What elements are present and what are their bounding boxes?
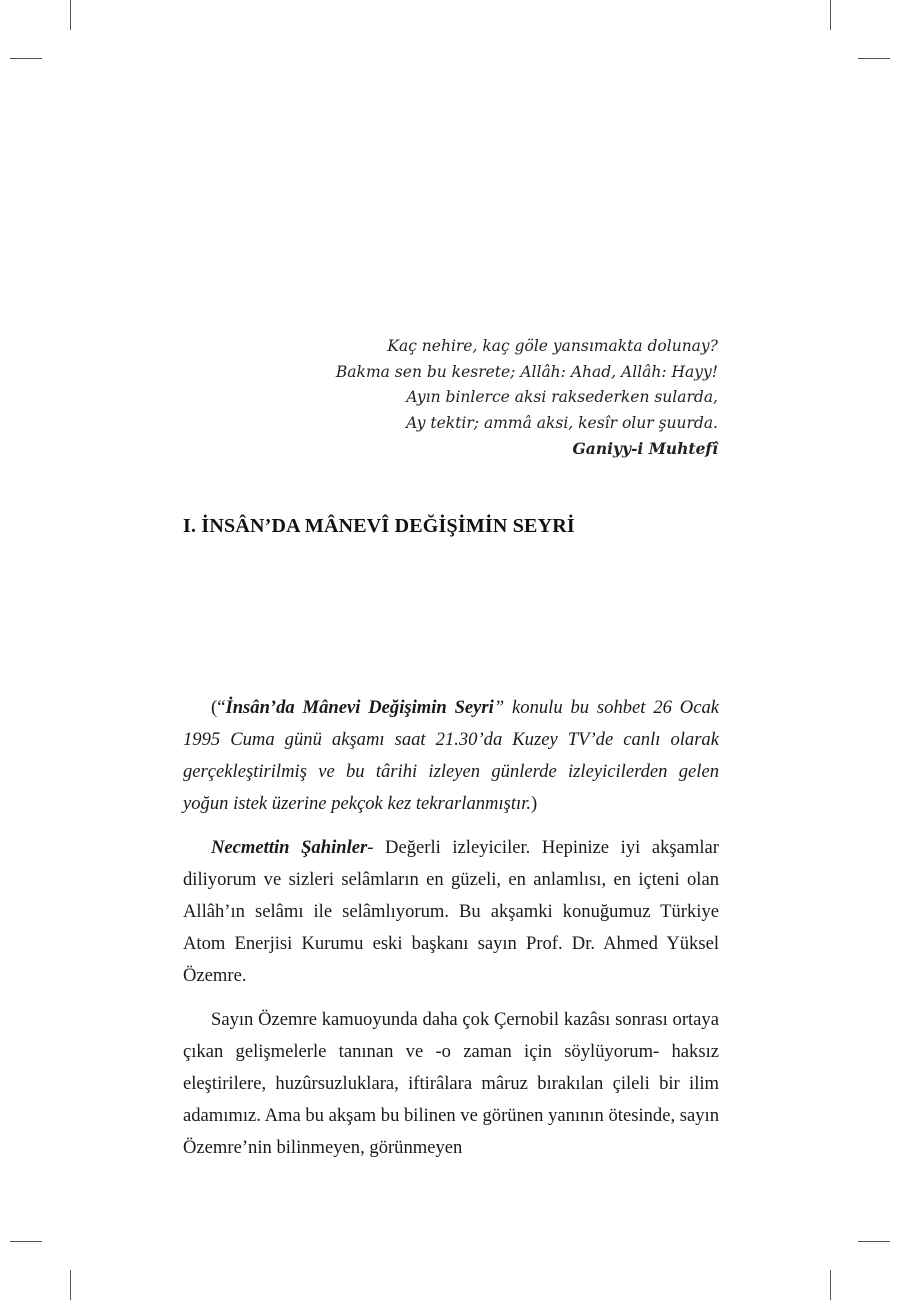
intro-paragraph (183, 692, 719, 820)
crop-mark-top-left (70, 0, 71, 30)
chapter-heading: I. İNSÂN’DA MÂNEVÎ DEĞİŞİMİN SEYRİ (183, 515, 575, 537)
intro-open-paren: (“ (211, 697, 226, 718)
crop-mark-left-bottom (10, 1241, 42, 1242)
intro-text: ” konulu bu sohbet 26 Ocak 1995 Cuma günü akşamı saat 21.30’da Kuzey TV’de canlı olarak gerçekleştirilmiş ve bu târihi izleyen günlerde izleyicilerden gelen yoğun istek üzerine pekçok kez tekrarlanmıştır. (183, 697, 719, 814)
epigraph (298, 334, 718, 462)
paragraph-1 (183, 832, 719, 992)
verse-line: Ay tektir; ammâ aksi, kesîr olur şuurda. (406, 413, 718, 432)
crop-mark-left-top (10, 58, 42, 59)
paragraph-2: Sayın Özemre kamuoyunda daha çok Çernobil kazâsı sonrası ortaya çıkan gelişmelerle tanınan ve -o zaman için söylüyorum- haksız eleştirilere, huzûrsuzluklara, iftirâlara mâruz bırakılan çileli bir ilim adamımız. Ama bu akşam bu bilinen ve görünen yanının ötesinde, sayın Özemre’nin bilinmeyen, görünmeyen (183, 1009, 720, 1158)
crop-mark-top-right (830, 0, 831, 30)
crop-mark-right-bottom (858, 1241, 890, 1242)
intro-title: İnsân’da Mânevi Değişimin Seyri (225, 697, 494, 718)
crop-mark-bottom-left (70, 1270, 71, 1300)
intro-close-paren: ) (531, 793, 538, 814)
verse-attribution: Ganiyy-i Muhtefî (572, 439, 718, 458)
verse-line: Bakma sen bu kesrete; Allâh: Ahad, Allâh: Hayy! (335, 362, 718, 381)
body-text (183, 692, 719, 1176)
crop-mark-bottom-right (830, 1270, 831, 1300)
verse-line: Kaç nehire, kaç göle yansımakta dolunay? (387, 337, 718, 355)
speaker-name: Necmettin Şahinler (211, 837, 368, 858)
crop-mark-right-top (858, 58, 890, 59)
verse-line: Ayın binlerce aksi raksederken sularda, (406, 388, 718, 406)
paragraph-1-text: - Değerli izleyiciler. Hepinize iyi akşamlar diliyorum ve sizleri selâmların en güzeli, en anlamlısı, en içteni olan Allâh’ın selâmı ile selâmlıyorum. Bu akşamki konuğumuz Türkiye Atom Enerjisi Kurumu eski başkanı sayın Prof. Dr. Ahmed Yüksel Özemre. (183, 837, 719, 986)
